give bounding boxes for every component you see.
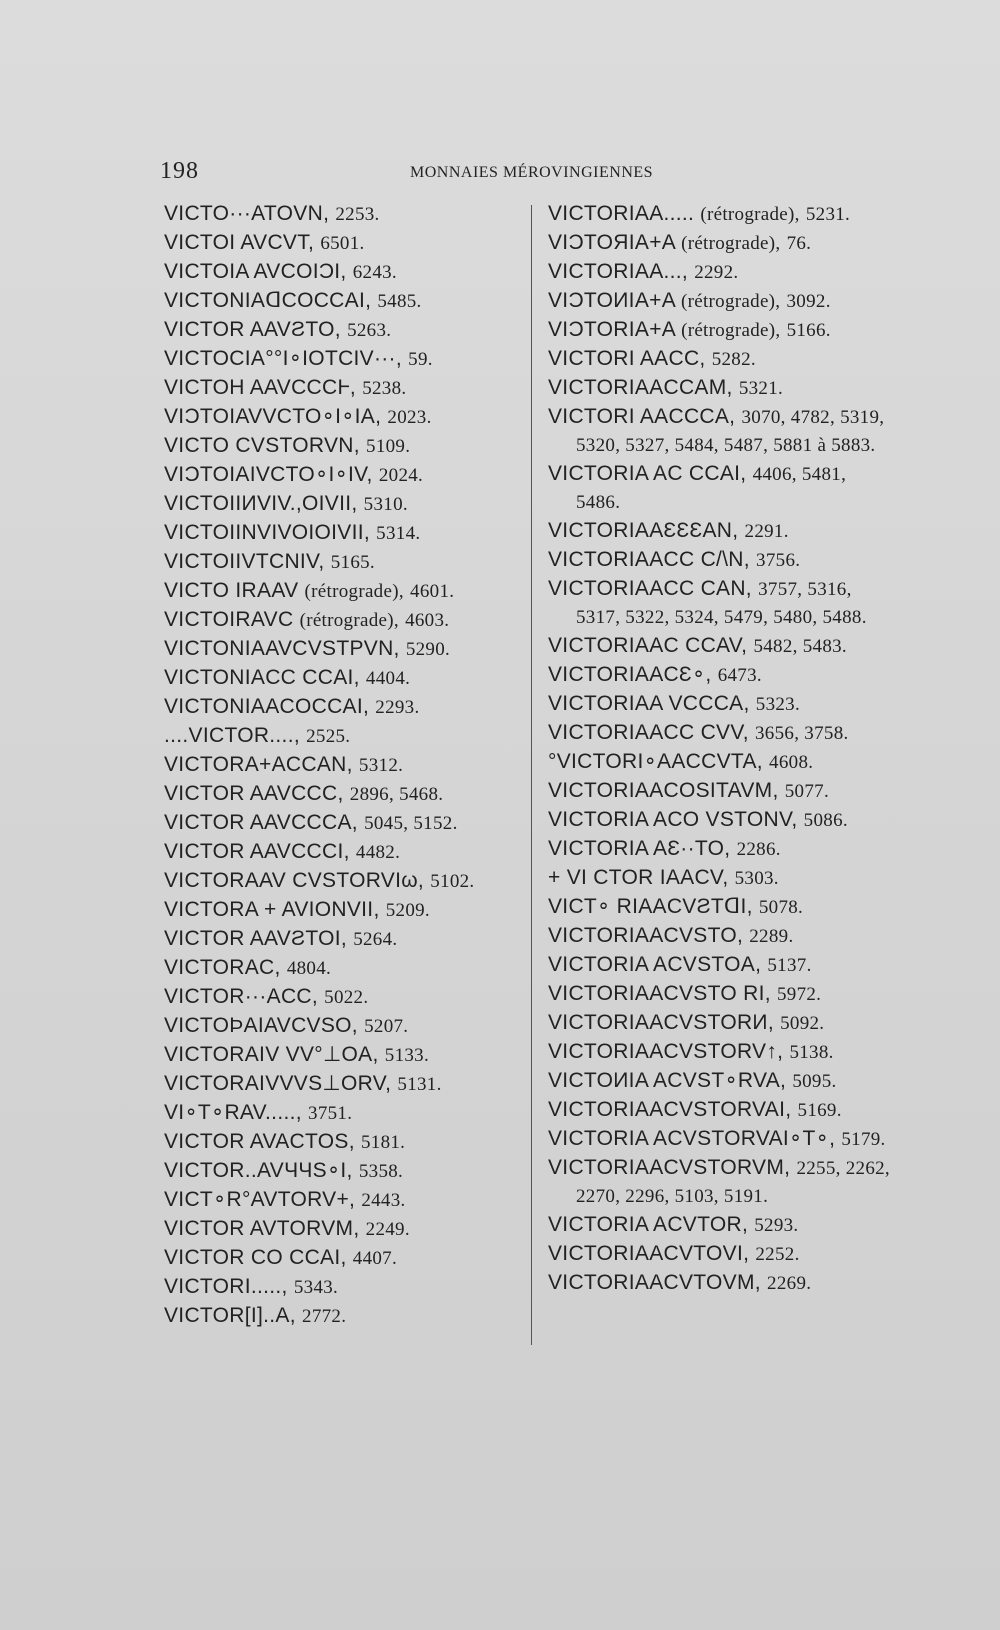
- coin-legend: VICTOIIVTCNIV,: [164, 550, 325, 573]
- catalogue-refs: 5358.: [358, 1161, 404, 1182]
- coin-legend: VICTOCIA°°I∘IOTCIV···,: [164, 347, 402, 370]
- coin-legend: VICTORAC,: [164, 956, 281, 979]
- catalogue-refs: 2249.: [365, 1219, 410, 1240]
- coin-legend: VICTOIINVIVOIOIVII,: [164, 521, 371, 544]
- coin-legend: VICTONIAᗡCOCCAI,: [164, 289, 372, 312]
- coin-legend: VICTORAAV CVSTORVIω,: [164, 869, 425, 892]
- legend-note: (rétrograde),: [681, 320, 781, 341]
- index-entry: [164, 403, 524, 432]
- index-entry: [164, 1273, 524, 1302]
- coin-legend: VICT∘ RIAACVƧTᗡI,: [548, 895, 753, 918]
- catalogue-refs: 5312.: [358, 755, 404, 776]
- coin-legend: VICTORIAAƐƐƐAN,: [548, 519, 739, 542]
- index-entry: [548, 632, 948, 661]
- coin-legend: VICTOR AAVƧTO,: [164, 318, 341, 341]
- coin-legend: VICTORIA ACVSTORVAI∘T∘,: [548, 1127, 836, 1150]
- index-entry: [548, 1067, 948, 1096]
- coin-legend: VICTOR CO CCAI,: [164, 1246, 347, 1269]
- coin-legend: VICTORA+ACCAN,: [164, 753, 353, 776]
- legend-note: (rétrograde),: [681, 233, 781, 254]
- index-entry: [548, 1269, 948, 1298]
- index-entry: [548, 1096, 948, 1125]
- catalogue-refs: 3756.: [756, 550, 801, 571]
- index-entry: [164, 200, 524, 229]
- coin-legend: VICTORA + AVIONVII,: [164, 898, 380, 921]
- coin-legend: VICTORIA ACVSTOA,: [548, 953, 762, 976]
- index-entry: [164, 374, 524, 403]
- catalogue-refs: 3070, 4782, 5319,: [741, 407, 885, 428]
- coin-legend: VICTORIAACVTOVI,: [548, 1242, 750, 1265]
- catalogue-refs: 3751.: [308, 1103, 353, 1124]
- coin-legend: VICTOR[I]..A,: [164, 1304, 296, 1327]
- coin-legend: VICTORIAA.....: [548, 202, 695, 225]
- coin-legend: VICTORIAACC C/\N,: [548, 548, 750, 571]
- catalogue-refs-continued: 5317, 5322, 5324, 5479, 5480, 5488.: [576, 607, 867, 628]
- coin-legend: VICTORIAACƐ∘,: [548, 663, 712, 686]
- index-entry: [548, 980, 948, 1009]
- coin-legend: VICTORIA ACO VSTONV,: [548, 808, 798, 831]
- index-entry: [548, 1211, 948, 1240]
- legend-note: (rétrograde),: [700, 204, 800, 225]
- legend-note: (rétrograde),: [680, 291, 781, 312]
- catalogue-refs: 5482, 5483.: [753, 636, 847, 657]
- index-entry: [548, 1240, 948, 1269]
- catalogue-refs: 6473.: [717, 665, 762, 686]
- catalogue-refs: 5179.: [841, 1129, 886, 1150]
- index-entry: [548, 690, 948, 719]
- index-entry: [548, 517, 948, 546]
- index-entry: [164, 461, 524, 490]
- coin-legend: VICTORAIV VV°⊥OA,: [164, 1043, 379, 1066]
- coin-legend: VI∘T∘RAV.....,: [164, 1101, 302, 1124]
- catalogue-refs: 5293.: [754, 1215, 799, 1236]
- coin-legend: VICT∘R°AVTORV+,: [164, 1188, 356, 1211]
- index-entry: [164, 345, 524, 374]
- coin-legend: VICTOR···ACC,: [164, 985, 319, 1008]
- coin-legend: VICTORIAAC CCAV,: [548, 634, 748, 657]
- coin-legend: VICTORAIVVVS⊥ORV,: [164, 1072, 392, 1095]
- coin-legend: VIƆTORIA+A: [548, 318, 675, 341]
- index-entry: [164, 838, 524, 867]
- catalogue-refs: 5133.: [384, 1045, 430, 1066]
- index-entry: [164, 1099, 524, 1128]
- index-entry: [548, 575, 948, 632]
- catalogue-refs: 5238.: [362, 378, 407, 399]
- index-entry: [548, 951, 948, 980]
- index-entry: [164, 258, 524, 287]
- index-entry: [548, 777, 948, 806]
- catalogue-refs: 2252.: [755, 1244, 800, 1265]
- catalogue-refs: 5077.: [784, 781, 829, 802]
- index-entry: [164, 693, 524, 722]
- coin-legend: VICTOÞAIAVCVSO,: [164, 1014, 358, 1037]
- index-entry: [548, 345, 948, 374]
- catalogue-refs: 5166.: [786, 320, 831, 341]
- index-entry: [164, 1244, 524, 1273]
- catalogue-refs: 76.: [786, 233, 812, 254]
- index-entry: [164, 1128, 524, 1157]
- index-entry: [164, 925, 524, 954]
- index-entry: [164, 316, 524, 345]
- index-entry: [164, 1215, 524, 1244]
- coin-legend: VICTO···ATOVN,: [164, 202, 330, 225]
- index-entry: [164, 606, 524, 635]
- catalogue-refs: 2292.: [694, 262, 739, 283]
- catalogue-refs: 5092.: [780, 1013, 825, 1034]
- coin-legend: VICTORIA ACVTOR,: [548, 1213, 749, 1236]
- index-entry: [548, 661, 948, 690]
- legend-note: (rétrograde),: [299, 610, 399, 631]
- catalogue-refs: 2896, 5468.: [349, 784, 444, 805]
- catalogue-refs: 2023.: [387, 407, 432, 428]
- catalogue-refs: 5138.: [789, 1042, 834, 1063]
- coin-legend: VIƆTOЯIA+A: [548, 231, 675, 254]
- index-entry: [548, 200, 948, 229]
- catalogue-refs: 4482.: [355, 842, 401, 863]
- catalogue-refs: 2443.: [361, 1190, 406, 1211]
- catalogue-refs: 5137.: [767, 955, 812, 976]
- coin-legend: VICTORI.....,: [164, 1275, 288, 1298]
- index-entry: [164, 519, 524, 548]
- index-entry: [548, 546, 948, 575]
- catalogue-refs-continued: 5486.: [576, 492, 621, 513]
- catalogue-refs: 6501.: [320, 233, 365, 254]
- catalogue-refs: 4608.: [769, 752, 814, 773]
- catalogue-refs: 5343.: [293, 1277, 339, 1298]
- index-entry: [164, 1157, 524, 1186]
- coin-legend: VICTORIAACVSTORVAI,: [548, 1098, 792, 1121]
- coin-legend: VICTORIAACC CVV,: [548, 721, 749, 744]
- index-entry: [164, 983, 524, 1012]
- catalogue-refs: 2286.: [736, 839, 781, 860]
- index-entry: [164, 780, 524, 809]
- index-entry: [164, 896, 524, 925]
- index-entry: [548, 1009, 948, 1038]
- catalogue-refs: 5022.: [324, 987, 369, 1008]
- page-number: 198: [160, 158, 199, 184]
- index-entry: [164, 809, 524, 838]
- coin-legend: VICTOИIA ACVST∘RVA,: [548, 1069, 787, 1092]
- catalogue-refs: 3757, 5316,: [758, 579, 852, 600]
- coin-legend: VICTORIAACVSTORИ,: [548, 1011, 774, 1034]
- coin-legend: VICTOIA AVCOIƆI,: [164, 260, 347, 283]
- catalogue-refs: 2525.: [306, 726, 351, 747]
- catalogue-refs: 5131.: [397, 1074, 442, 1095]
- coin-legend: VICTOIIИVIV.,OIVII,: [164, 492, 358, 515]
- index-entry: [164, 867, 524, 896]
- coin-legend: VICTORIAACOSITAVM,: [548, 779, 779, 802]
- index-entry: [548, 835, 948, 864]
- column-divider: [531, 205, 532, 1345]
- coin-legend: VICTOIRAVC: [164, 608, 294, 631]
- index-entry: [164, 751, 524, 780]
- catalogue-refs: 5972.: [776, 984, 822, 1005]
- catalogue-refs: 4407.: [352, 1248, 398, 1269]
- coin-legend: VICTOR AAVCCCI,: [164, 840, 350, 863]
- index-entry: [164, 954, 524, 983]
- coin-legend: VICTOR..AVЧЧS∘I,: [164, 1159, 353, 1182]
- index-entry: [164, 1302, 524, 1331]
- catalogue-refs: 4804.: [286, 958, 332, 979]
- catalogue-refs: 4404.: [365, 668, 411, 689]
- catalogue-refs: 5086.: [803, 810, 848, 831]
- coin-legend: VICTOR AVACTOS,: [164, 1130, 355, 1153]
- coin-legend: VICTO CVSTORVN,: [164, 434, 360, 457]
- catalogue-refs: 2291.: [744, 521, 789, 542]
- coin-legend: VICTORIAACVSTO RI,: [548, 982, 771, 1005]
- catalogue-refs: 5207.: [364, 1016, 409, 1037]
- catalogue-refs: 5095.: [792, 1071, 837, 1092]
- coin-legend: VICTOR AAVƧTOI,: [164, 927, 348, 950]
- coin-legend: VIƆTOIAVVCTO∘I∘IA,: [164, 405, 382, 428]
- catalogue-refs: 5109.: [366, 436, 411, 457]
- catalogue-refs-continued: 2270, 2296, 5103, 5191.: [576, 1186, 769, 1207]
- index-entry: [164, 287, 524, 316]
- catalogue-refs: 3656, 3758.: [755, 723, 849, 744]
- index-entry: [548, 258, 948, 287]
- index-entry: [548, 922, 948, 951]
- index-entry: [548, 1154, 948, 1211]
- index-entry: [548, 893, 948, 922]
- coin-legend: VICTORIAACVSTORVM,: [548, 1156, 791, 1179]
- coin-legend: ....VICTOR....,: [164, 724, 300, 747]
- coin-legend: VICTOI AVCVT,: [164, 231, 315, 254]
- index-entry: [164, 1070, 524, 1099]
- index-entry: [164, 490, 524, 519]
- index-entry: [548, 806, 948, 835]
- catalogue-refs: 5323.: [755, 694, 801, 715]
- index-entry: [548, 864, 948, 893]
- coin-legend: °VICTORI∘AACCVTA,: [548, 750, 763, 773]
- catalogue-refs: 2253.: [335, 204, 380, 225]
- coin-legend: VICTONIAAVCVSTPVN,: [164, 637, 400, 660]
- index-entry: [548, 748, 948, 777]
- coin-legend: VICTORI AACCCA,: [548, 405, 736, 428]
- page-header: [160, 158, 950, 188]
- coin-legend: VICTONIAACOCCAI,: [164, 695, 370, 718]
- index-entry: [164, 432, 524, 461]
- catalogue-refs: 5485.: [377, 291, 422, 312]
- right-column: [548, 200, 948, 1298]
- catalogue-refs: 5181.: [360, 1132, 406, 1153]
- catalogue-refs: 5290.: [405, 639, 451, 660]
- index-entry: [548, 1125, 948, 1154]
- coin-legend: + VI CTOR IAACV,: [548, 866, 729, 889]
- coin-legend: VICTOR AAVCCCA,: [164, 811, 358, 834]
- index-entry: [548, 229, 948, 258]
- catalogue-refs: 5314.: [376, 523, 421, 544]
- catalogue-refs: 5165.: [330, 552, 375, 573]
- catalogue-refs: 5045, 5152.: [364, 813, 458, 834]
- catalogue-refs: 2255, 2262,: [796, 1158, 890, 1179]
- catalogue-refs: 5263.: [347, 320, 392, 341]
- catalogue-refs: 2269.: [767, 1273, 812, 1294]
- catalogue-refs: 2293.: [375, 697, 420, 718]
- index-entry: [164, 1012, 524, 1041]
- index-entry: [548, 719, 948, 748]
- coin-legend: VICTOR AVTORVM,: [164, 1217, 360, 1240]
- index-entry: [164, 635, 524, 664]
- catalogue-refs-continued: 5320, 5327, 5484, 5487, 5881 à 5883.: [576, 435, 876, 456]
- index-entry: [164, 577, 524, 606]
- index-entry: [164, 548, 524, 577]
- coin-legend: VIƆTOIAIVCTO∘I∘IV,: [164, 463, 373, 486]
- catalogue-refs: 5310.: [363, 494, 408, 515]
- index-entry: [164, 229, 524, 258]
- coin-legend: VICTORIAACVSTO,: [548, 924, 744, 947]
- catalogue-refs: 4406, 5481,: [752, 464, 847, 485]
- coin-legend: VICTORIAACVTOVM,: [548, 1271, 761, 1294]
- catalogue-refs: 6243.: [352, 262, 397, 283]
- catalogue-refs: 5102.: [430, 871, 475, 892]
- coin-legend: VICTONIACC CCAI,: [164, 666, 360, 689]
- catalogue-refs: 5078.: [758, 897, 804, 918]
- index-entry: [548, 374, 948, 403]
- catalogue-refs: 5264.: [353, 929, 398, 950]
- coin-legend: VICTORIAACCAM,: [548, 376, 733, 399]
- catalogue-refs: 4601.: [410, 581, 455, 602]
- index-entry: [164, 1041, 524, 1070]
- index-entry: [164, 722, 524, 751]
- catalogue-refs: 2024.: [378, 465, 424, 486]
- coin-legend: VICTORIAACC CAN,: [548, 577, 752, 600]
- catalogue-refs: 5303.: [734, 868, 779, 889]
- coin-legend: VICTORIAA...,: [548, 260, 689, 283]
- catalogue-refs: 5282.: [711, 349, 756, 370]
- catalogue-refs: 59.: [408, 349, 433, 370]
- catalogue-refs: 3092.: [786, 291, 831, 312]
- index-entry: [548, 287, 948, 316]
- catalogue-refs: 5321.: [738, 378, 784, 399]
- catalogue-refs: 4603.: [405, 610, 450, 631]
- catalogue-refs: 5231.: [805, 204, 851, 225]
- index-entry: [548, 316, 948, 345]
- index-entry: [164, 664, 524, 693]
- coin-legend: VICTORIAA VCCCA,: [548, 692, 750, 715]
- coin-legend: VICTORIAACVSTORV↑,: [548, 1040, 784, 1063]
- coin-legend: VICTORIA AƐ··TO,: [548, 837, 731, 860]
- left-column: [164, 200, 524, 1331]
- coin-legend: VICTORIA AC CCAI,: [548, 462, 747, 485]
- coin-legend: VICTORI AACC,: [548, 347, 706, 370]
- index-entry: [548, 460, 948, 517]
- index-entry: [164, 1186, 524, 1215]
- index-entry: [548, 403, 948, 460]
- coin-legend: VIƆTOИIA+A: [548, 289, 675, 312]
- catalogue-refs: 2772.: [302, 1306, 347, 1327]
- index-entry: [548, 1038, 948, 1067]
- catalogue-refs: 5169.: [797, 1100, 842, 1121]
- coin-legend: VICTOH AAVCCCⱵ,: [164, 376, 357, 399]
- catalogue-refs: 5209.: [385, 900, 430, 921]
- coin-legend: VICTOR AAVCCC,: [164, 782, 344, 805]
- running-head: MONNAIES MÉROVINGIENNES: [410, 164, 654, 181]
- catalogue-refs: 2289.: [749, 926, 794, 947]
- coin-legend: VICTO IRAAV: [164, 579, 299, 602]
- legend-note: (rétrograde),: [304, 581, 404, 602]
